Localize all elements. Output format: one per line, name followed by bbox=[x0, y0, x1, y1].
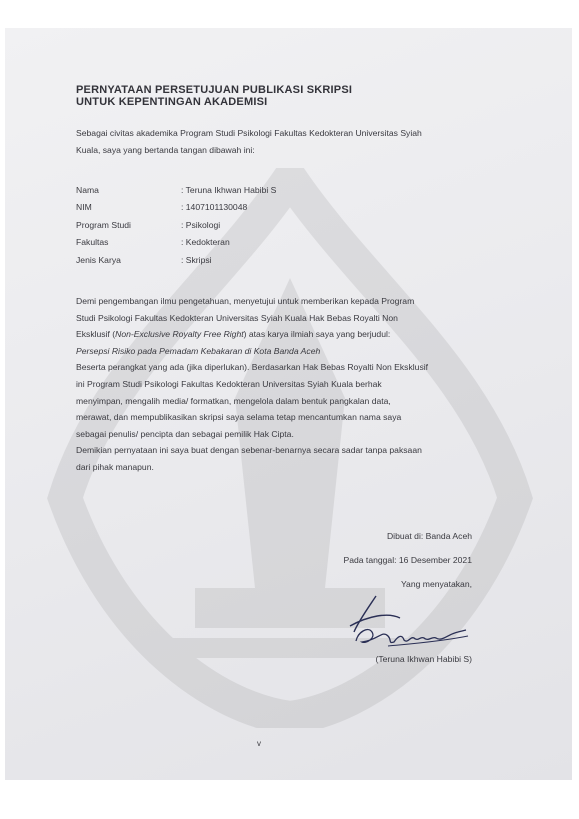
signoff-date: Pada tanggal: 16 Desember 2021 bbox=[343, 555, 472, 565]
intro-paragraph bbox=[76, 125, 503, 158]
body-line: Beserta perangkat yang ada (jika diperlukan). Berdasarkan Hak Bebas Royalti Non Eksklusif bbox=[76, 362, 429, 373]
body-line: Studi Psikologi Fakultas Kedokteran Universitas Syiah Kuala Hak Bebas Royalti Non bbox=[76, 312, 398, 323]
body-line: merawat, dan mempublikasikan skripsi saya selama tetap mencantumkan nama saya bbox=[76, 412, 402, 423]
signoff-name: (Teruna Ikhwan Habibi S) bbox=[375, 654, 472, 664]
identity-value: : Psikologi bbox=[181, 219, 221, 230]
body-line: dari pihak manapun. bbox=[76, 461, 154, 472]
title-line-1: PERNYATAAN PERSETUJUAN PUBLIKASI SKRIPSI bbox=[76, 84, 353, 96]
thesis-title: Persepsi Risiko pada Pemadam Kebakaran di Kota Banda Aceh bbox=[76, 345, 321, 356]
identity-value: : Teruna Ikhwan Habibi S bbox=[181, 185, 277, 195]
identity-label: NIM bbox=[76, 202, 92, 213]
body-line: menyimpan, mengalih media/ formatkan, mengelola dalam bentuk pangkalan data, bbox=[76, 395, 391, 406]
identity-value: : 1407101130048 bbox=[181, 202, 248, 213]
page-number: v bbox=[257, 739, 261, 748]
body-line: Demikian pernyataan ini saya buat dengan sebenar-benarnya secara sadar tanpa paksaan bbox=[76, 445, 422, 456]
body-line: sebagai penulis/ pencipta dan sebagai pemilik Hak Cipta. bbox=[76, 428, 294, 439]
signoff-place: Dibuat di: Banda Aceh bbox=[386, 531, 472, 541]
intro-line-1: Sebagai civitas akademika Program Studi Psikologi Fakultas Kedokteran Universitas Syiah bbox=[76, 128, 422, 138]
handwritten-signature bbox=[348, 586, 473, 652]
body-text: Eksklusif ( bbox=[76, 329, 116, 340]
identity-value: : Skripsi bbox=[181, 254, 212, 265]
document-page bbox=[5, 28, 572, 780]
signoff-declarer: Yang menyatakan, bbox=[400, 579, 472, 589]
body-paragraphs bbox=[76, 293, 503, 476]
body-line: ini Program Studi Psikologi Fakultas Kedokteran Universitas Syiah Kuala berhak bbox=[76, 378, 382, 389]
identity-row-fakultas bbox=[76, 234, 276, 251]
identity-label: Program Studi bbox=[76, 219, 131, 230]
body-italic-text: Non-Exclusive Royalty Free Right bbox=[115, 329, 244, 340]
body-text: ) atas karya ilmiah saya yang berjudul: bbox=[243, 329, 391, 340]
body-line bbox=[76, 326, 503, 343]
identity-row-nama bbox=[76, 182, 276, 199]
identity-row-program-studi bbox=[76, 217, 276, 234]
document-title bbox=[76, 84, 352, 108]
intro-line-2: Kuala, saya yang bertanda tangan dibawah ini: bbox=[76, 144, 255, 155]
identity-row-nim bbox=[76, 199, 276, 216]
body-line: Demi pengembangan ilmu pengetahuan, menyetujui untuk memberikan kepada Program bbox=[76, 296, 415, 306]
identity-label: Jenis Karya bbox=[76, 254, 121, 265]
identity-table bbox=[76, 182, 276, 269]
title-line-2: UNTUK KEPENTINGAN AKADEMISI bbox=[76, 96, 268, 108]
identity-row-jenis-karya bbox=[76, 252, 276, 269]
identity-label: Nama bbox=[76, 185, 99, 195]
identity-label: Fakultas bbox=[76, 237, 109, 248]
identity-value: : Kedokteran bbox=[181, 237, 230, 248]
